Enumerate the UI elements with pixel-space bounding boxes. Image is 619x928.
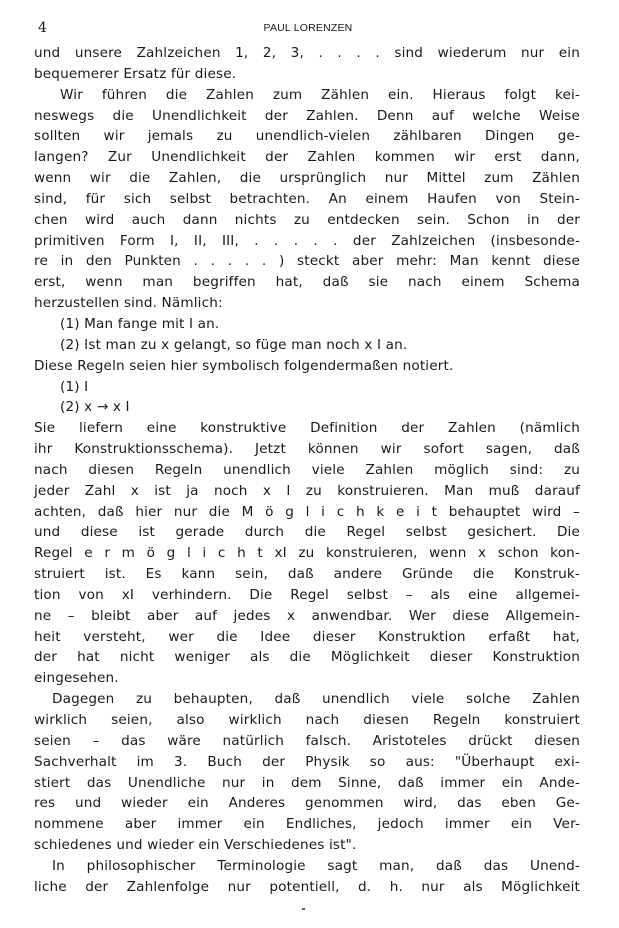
text-line: (2) x → x I — [60, 399, 130, 416]
text-line: (1) Man fange mit I an. — [60, 315, 220, 332]
text-line: Diese Regeln seien hier symbolisch folgendermaßen notiert. — [34, 357, 454, 374]
text-line: nach diesen Regeln unendlich viele Zahlen möglich sind: zu — [34, 461, 580, 478]
text-line: achten, daß hier nur die M ö g l i c h k e i t behauptet wird – — [34, 503, 580, 520]
text-line: (1) I — [60, 378, 89, 395]
text-line: tion von xI verhindern. Die Regel selbst – als eine allgemei- — [34, 586, 580, 603]
text-line: (2) Ist man zu x gelangt, so füge man noch x I an. — [60, 336, 408, 353]
text-line: primitiven Form I, II, III, . . . . . der Zahlzeichen (insbesonde- — [34, 232, 580, 249]
text-line: langen? Zur Unendlichkeit der Zahlen kommen wir erst dann, — [34, 149, 580, 166]
text-line: wenn wir die Zahlen, die ursprünglich nur Mittel zum Zählen — [34, 170, 580, 187]
text-line: stiert das Unendliche nur in dem Sinne, daß immer ein Ande- — [34, 774, 580, 791]
page-number: 4 — [38, 20, 47, 36]
text-line: Sachverhalt im 3. Buch der Physik so aus: "Überhaupt exi- — [34, 753, 580, 770]
text-line: sollten wir jemals zu unendlich-vielen zählbaren Dingen ge- — [34, 128, 580, 145]
text-line: und diese ist gerade durch die Regel selbst gesichert. Die — [34, 524, 580, 541]
text-line: ihr Konstruktionsschema). Jetzt können wir sofort sagen, daß — [34, 441, 580, 458]
text-line: jeder Zahl x ist ja noch x I zu konstruieren. Man muß darauf — [34, 482, 580, 499]
text-line: liche der Zahlenfolge nur potentiell, d. h. nur als Möglichkeit — [34, 878, 580, 895]
text-line: In philosophischer Terminologie sagt man, daß das Unend- — [52, 857, 580, 874]
text-line: Dagegen zu behaupten, daß unendlich viele solche Zahlen — [52, 691, 580, 708]
text-line: Regel e r m ö g l i c h t xI zu konstruieren, wenn x schon kon- — [34, 545, 580, 562]
text-line: ne – bleibt aber auf jedes x anwendbar. Wer diese Allgemein- — [34, 607, 580, 624]
text-line: res und wieder ein Anderes genommen wird, das eben Ge- — [34, 795, 580, 812]
text-line: Sie liefern eine konstruktive Definition der Zahlen (nämlich — [34, 420, 580, 437]
text-line: herzustellen sind. Nämlich: — [34, 295, 223, 312]
text-line: nommene aber immer ein Endliches, jedoch immer ein Ver- — [34, 816, 580, 833]
text-line: wirklich seien, also wirklich nach diesen Regeln konstruiert — [34, 712, 580, 728]
text-line: der hat nicht weniger als die Möglichkeit dieser Konstruktion — [34, 649, 580, 666]
text-line: erst, wenn man begriffen hat, daß sie nach einem Schema — [34, 274, 580, 291]
footer-mark — [302, 908, 305, 910]
text-line: Wir führen die Zahlen zum Zählen ein. Hieraus folgt kei- — [60, 86, 580, 103]
body-text — [34, 43, 580, 898]
text-line: chen wird auch dann nichts zu entdecken sein. Schon in der — [34, 211, 580, 228]
text-line: schiedenes und wieder ein Verschiedenes ist". — [34, 837, 357, 854]
page-header — [38, 20, 578, 40]
text-line: re in den Punkten . . . . . ) steckt aber mehr: Man kennt diese — [34, 253, 580, 270]
text-line: neswegs die Unendlichkeit der Zahlen. Denn auf welche Weise — [34, 107, 580, 124]
text-line: bequemerer Ersatz für diese. — [34, 65, 237, 82]
text-line: eingesehen. — [34, 670, 119, 687]
text-line: und unsere Zahlzeichen 1, 2, 3, . . . . sind wiederum nur ein — [34, 45, 580, 61]
running-head: PAUL LORENZEN — [263, 22, 353, 34]
text-line: sind, für sich selbst betrachten. An einem Haufen von Stein- — [34, 190, 580, 207]
text-line: struiert ist. Es kann sein, daß andere Gründe die Konstruk- — [34, 566, 580, 583]
text-line: seien – das wäre natürlich falsch. Aristoteles drückt diesen — [34, 732, 580, 749]
text-line: heit versteht, wer die Idee dieser Konstruktion erfaßt hat, — [34, 628, 580, 645]
